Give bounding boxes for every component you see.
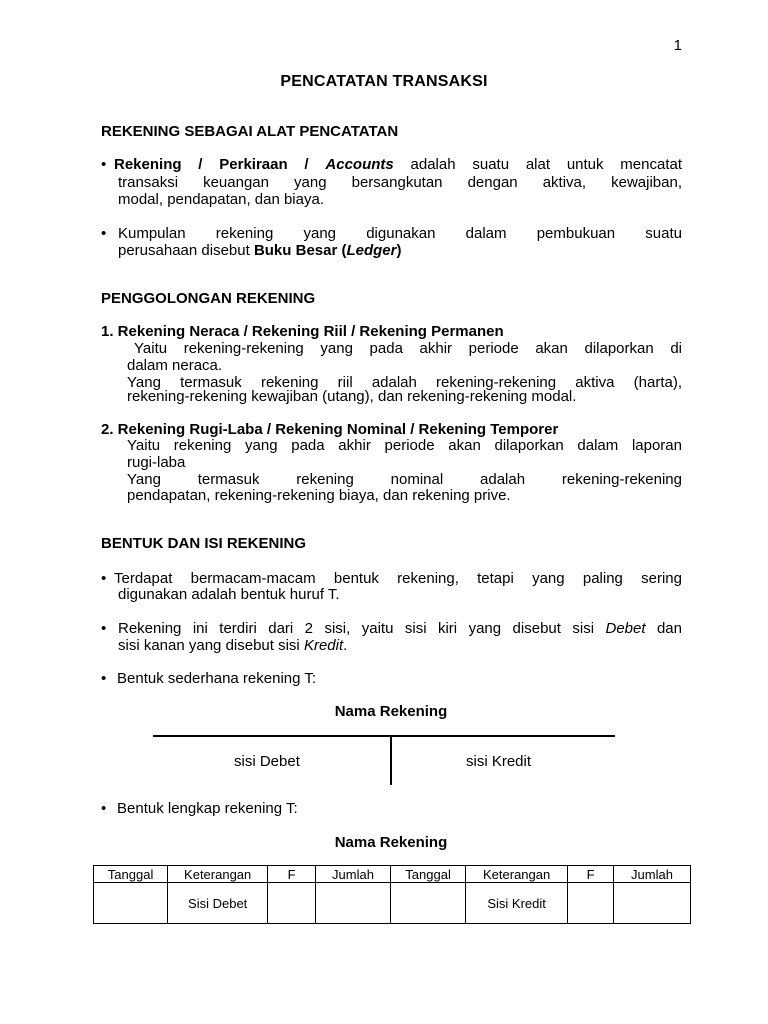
ledger-cell <box>613 883 690 924</box>
ledger-cell <box>94 883 168 924</box>
ledger-cell <box>568 883 614 924</box>
bullet-marker: • <box>101 620 107 637</box>
t-simple-title: Nama Rekening <box>334 703 448 720</box>
section-heading-bentuk: BENTUK DAN ISI REKENING <box>101 535 307 552</box>
bullet-marker: • <box>101 800 107 817</box>
ledger-header-row <box>94 866 691 883</box>
ledger-cell: Sisi Kredit <box>466 883 568 924</box>
bullet-marker: • <box>101 156 107 173</box>
t-simple-debit-label: sisi Debet <box>234 753 300 770</box>
ledger-header-cell: Tanggal <box>391 866 466 883</box>
section1-bullet2-line2: perusahaan disebut Buku Besar (Ledger) <box>118 242 402 259</box>
item1-line1: Yaitu rekening-rekening yang pada akhir periode akan dilaporkan di <box>134 340 682 357</box>
ledger-cell <box>391 883 466 924</box>
page-title: PENCATATAN TRANSAKSI <box>280 73 488 90</box>
item1-line3: Yang termasuk rekening riil adalah rekening-rekening aktiva (harta), <box>127 374 682 391</box>
item2-line2: rugi-laba <box>127 454 186 471</box>
ledger-body-row <box>94 883 691 924</box>
section3-bullet4: Bentuk lengkap rekening T: <box>117 800 298 817</box>
ledger-table <box>93 865 691 924</box>
item1-heading: 1. Rekening Neraca / Rekening Riil / Rekening Permanen <box>101 323 504 340</box>
bullet-marker: • <box>101 570 107 587</box>
section3-bullet2-line2: sisi kanan yang disebut sisi Kredit. <box>118 637 348 654</box>
item1-line2: dalam neraca. <box>127 357 223 374</box>
section3-bullet1-line1: Terdapat bermacam-macam bentuk rekening, tetapi yang paling sering <box>114 570 682 587</box>
section3-bullet3: Bentuk sederhana rekening T: <box>117 670 317 687</box>
ledger-header-cell: F <box>268 866 316 883</box>
section1-bullet1-line3: modal, pendapatan, dan biaya. <box>118 191 324 208</box>
ledger-header-cell: Keterangan <box>168 866 268 883</box>
section3-bullet1-line2: digunakan adalah bentuk huruf T. <box>118 586 340 603</box>
section-heading-penggolongan: PENGGOLONGAN REKENING <box>101 290 316 307</box>
item1-line4: rekening-rekening kewajiban (utang), dan rekening-rekening modal. <box>127 388 577 405</box>
item2-line3: Yang termasuk rekening nominal adalah rekening-rekening <box>127 471 682 488</box>
t-account-vertical-line <box>390 736 392 785</box>
ledger-header-cell: Keterangan <box>466 866 568 883</box>
ledger-header-cell: Tanggal <box>94 866 168 883</box>
page-number: 1 <box>673 37 682 54</box>
ledger-header-cell: Jumlah <box>613 866 690 883</box>
ledger-cell: Sisi Debet <box>168 883 268 924</box>
item2-line4: pendapatan, rekening-rekening biaya, dan rekening prive. <box>127 487 511 504</box>
item2-line1: Yaitu rekening yang pada akhir periode akan dilaporkan dalam laporan <box>127 437 682 454</box>
item2-heading: 2. Rekening Rugi-Laba / Rekening Nominal / Rekening Temporer <box>101 421 559 438</box>
section1-bullet2-line1: Kumpulan rekening yang digunakan dalam pembukuan suatu <box>118 225 682 242</box>
section3-bullet2-line1: Rekening ini terdiri dari 2 sisi, yaitu sisi kiri yang disebut sisi Debet dan <box>118 620 682 637</box>
section1-bullet1-line1: Rekening / Perkiraan / Accounts adalah suatu alat untuk mencatat <box>114 156 682 173</box>
t-account-horizontal-line <box>153 735 615 737</box>
ledger-header-cell: Jumlah <box>316 866 391 883</box>
bullet-marker: • <box>101 670 107 687</box>
section-heading-rekening: REKENING SEBAGAI ALAT PENCATATAN <box>101 123 399 140</box>
t-full-title: Nama Rekening <box>334 834 448 851</box>
ledger-cell <box>268 883 316 924</box>
bullet-marker: • <box>101 225 107 242</box>
section1-bullet1-line2: transaksi keuangan yang bersangkutan dengan aktiva, kewajiban, <box>118 174 682 191</box>
t-simple-credit-label: sisi Kredit <box>466 753 532 770</box>
ledger-cell <box>316 883 391 924</box>
ledger-header-cell: F <box>568 866 614 883</box>
